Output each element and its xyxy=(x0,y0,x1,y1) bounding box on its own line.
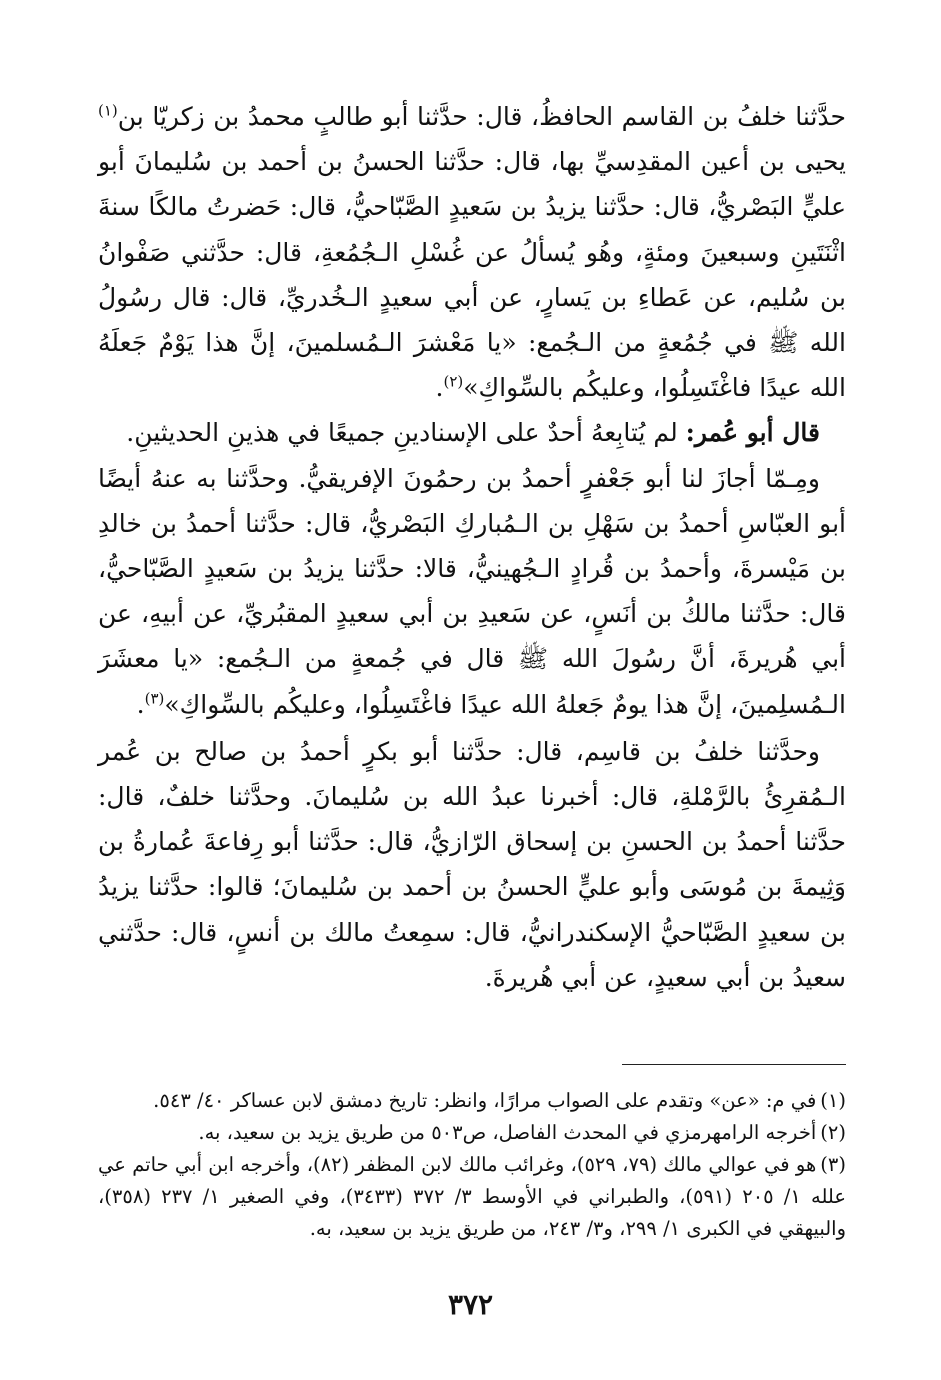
footnote-2-text: أخرجه الرامهرمزي في المحدث الفاصل، ص٥٠٣ من طريق يزيد بن سعيد، به. xyxy=(198,1121,817,1144)
footnote-2-number: (٢) xyxy=(820,1121,846,1144)
footnote-3-number: (٣) xyxy=(820,1153,846,1176)
footnote-ref-3: (٣) xyxy=(144,689,165,708)
footnote-3 xyxy=(98,1149,846,1245)
paragraph-3-text: ومِـمّا أجازَ لنا أبو جَعْفرٍ أحمدُ بن رحمُونَ الإفريقيُّ. وحدَّثنا به عنهُ أيضًا أبو العبّاسِ أحمدُ بن سَهْلِ بن الـمُباركِ البَصْريُّ، قال: حدَّثنا أحمدُ بن خالدِ بن مَيْسرةَ، وأحمدُ بن قُرادٍ الـجُهينيُّ، قالا: حدَّثنا يزيدُ بن سَعيدٍ الصَّبّاحيُّ، قال: حدَّثنا مالكُ بن أنَسٍ، عن سَعيدِ بن أبي سعيدٍ المقبُريِّ، عن أبيهِ، عن أبي هُريرةَ، أنَّ رسُولَ الله ﷺ قال في جُمعةٍ من الـجُمع: «يا معشَرَ الـمُسلِمينَ، إنَّ هذا يومٌ جَعلهُ الله عيدًا فاغْتَسِلُوا، وعليكُم بالسِّواكِ» xyxy=(98,463,846,719)
footnote-2 xyxy=(98,1117,846,1149)
footnote-1 xyxy=(98,1085,846,1117)
paragraph-1-text: حدَّثنا خلفُ بن القاسم الحافظُ، قال: حدَّثنا أبو طالبٍ محمدُ بن زكريّا بن xyxy=(117,102,846,131)
page-number: ٣٧٢ xyxy=(447,1288,494,1321)
footnote-ref-1: (١) xyxy=(98,101,118,120)
paragraph-1 xyxy=(98,94,846,410)
paragraph-1-tail: يحيى بن أعين المقدِسيِّ بها، قال: حدَّثنا الحسنُ بن أحمد بن سُليمانَ أبو عليٍّ البَصْريُّ، قال: حدَّثنا يزيدُ بن سَعيدٍ الصَّبّاحيُّ، قال: حَضرتُ مالكًا سنةَ اثْنَتَينِ وسبعينَ ومئةٍ، وهُو يُسألُ عن غُسْلِ الـجُمُعةِ، قال: حدَّثني صَفْوانُ بن سُليم، عن عَطاءِ بن يَسارٍ، عن أبي سعيدٍ الـخُدريِّ، قال: قال رسُولُ الله ﷺ في جُمُعةٍ من الـجُمع: «يا مَعْشرَ الـمُسلمينَ، إنَّ هذا يَوْمٌ جَعلَهُ الله عيدًا فاغْتَسِلُوا، وعليكُم بالسِّواكِ» xyxy=(98,147,846,403)
paragraph-4 xyxy=(98,729,846,1000)
footnote-ref-2: (٢) xyxy=(443,372,464,391)
paragraph-4-text: وحدَّثنا خلفُ بن قاسِم، قال: حدَّثنا أبو بكرٍ أحمدُ بن صالح بن عُمر الـمُقرِئُ بالرَّمْلةِ، قال: أخبرنا عبدُ الله بن سُليمانَ. وحدَّثنا خلفٌ، قال: حدَّثنا أحمدُ بن الحسنِ بن إسحاق الرّازيُّ، قال: حدَّثنا أبو رِفاعةَ عُمارةُ بن وَثِيمةَ بن مُوسَى وأبو عليٍّ الحسنُ بن أحمد بن سُليمانَ؛ قالوا: حدَّثنا يزيدُ بن سعيدٍ الصَّبّاحيُّ الإسكندرانيُّ، قال: سمِعتُ مالك بن أنسٍ، قال: حدَّثني سعيدُ بن أبي سعيدٍ، عن أبي هُريرةَ. xyxy=(98,736,846,992)
paragraph-2 xyxy=(98,410,846,455)
paragraph-2-text: لم يُتابِعهُ أحدٌ على الإسنادينِ جميعًا في هذينِ الحديثينِ. xyxy=(126,418,686,448)
paragraph-3-end: . xyxy=(136,689,145,719)
footnotes xyxy=(98,1085,846,1245)
main-text xyxy=(98,94,846,1000)
paragraph-1-end: . xyxy=(435,373,444,403)
footnote-1-text: في م: «عن» وتقدم على الصواب مرارًا، وانظر: تاريخ دمشق لابن عساكر ٤٠/ ٥٤٣. xyxy=(153,1089,817,1112)
footnote-1-number: (١) xyxy=(820,1089,846,1112)
footnote-3-text: هو في عوالي مالك (٧٩، ٥٢٩)، وغرائب مالك لابن المظفر (٨٢)، وأخرجه ابن أبي حاتم عي علله ١/ ٢٠٥ (٥٩١)، والطبراني في الأوسط ٣/ ٣٧٢ (٣٤٣٣)، وفي الصغير ١/ ٢٣٧ (٣٥٨)، والبيهقي في الكبرى ١/ ٢٩٩، و٣/ ٢٤٣، من طريق يزيد بن سعيد، به. xyxy=(98,1153,847,1240)
footnote-separator xyxy=(622,1064,846,1065)
paragraph-2-lead: قال أبو عُمر: xyxy=(685,418,820,448)
paragraph-3 xyxy=(98,456,846,727)
